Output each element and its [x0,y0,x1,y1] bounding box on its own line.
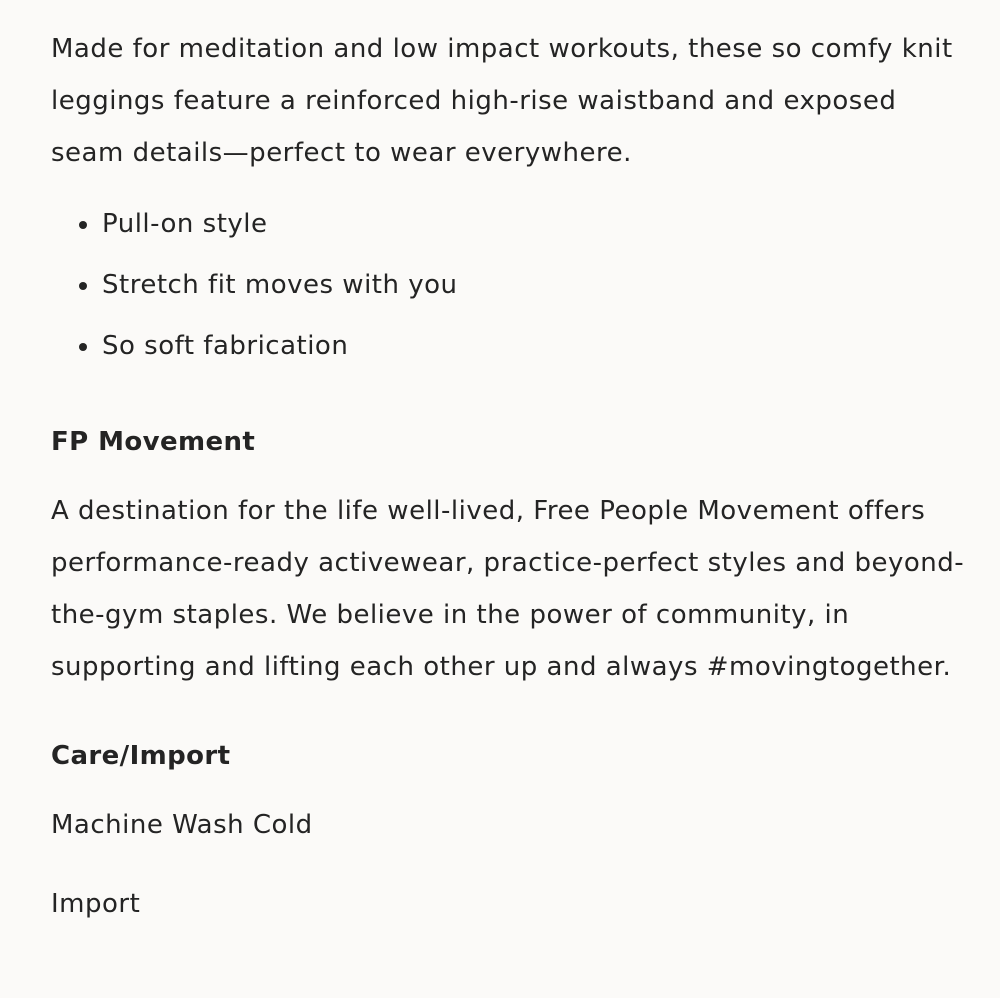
product-details [51,23,971,930]
care-wash-instruction: Machine Wash Cold [51,810,313,840]
product-description: Made for meditation and low impact workouts, these so comfy knit leggings feature a reinforced high-rise waistband and exposed seam details—perfect to wear everywhere. [51,34,953,168]
feature-label: So soft fabrication [102,331,349,361]
movement-heading: FP Movement [51,427,256,457]
care-heading: Care/Import [51,741,231,771]
feature-label: Stretch fit moves with you [102,270,458,300]
feature-list-item [51,194,971,255]
bullet-icon [79,282,87,290]
feature-label: Pull-on style [102,209,268,239]
bullet-icon [79,343,87,351]
care-origin: Import [51,889,141,919]
feature-list-item [51,316,971,377]
bullet-icon [79,221,87,229]
feature-list-item [51,255,971,316]
feature-list [51,194,971,377]
movement-description: A destination for the life well-lived, Free People Movement offers performance-ready activewear, practice-perfect styles and beyond-the-gym staples. We believe in the power of community, in supporting and lifting each other up and always #movingtogether. [51,496,965,682]
